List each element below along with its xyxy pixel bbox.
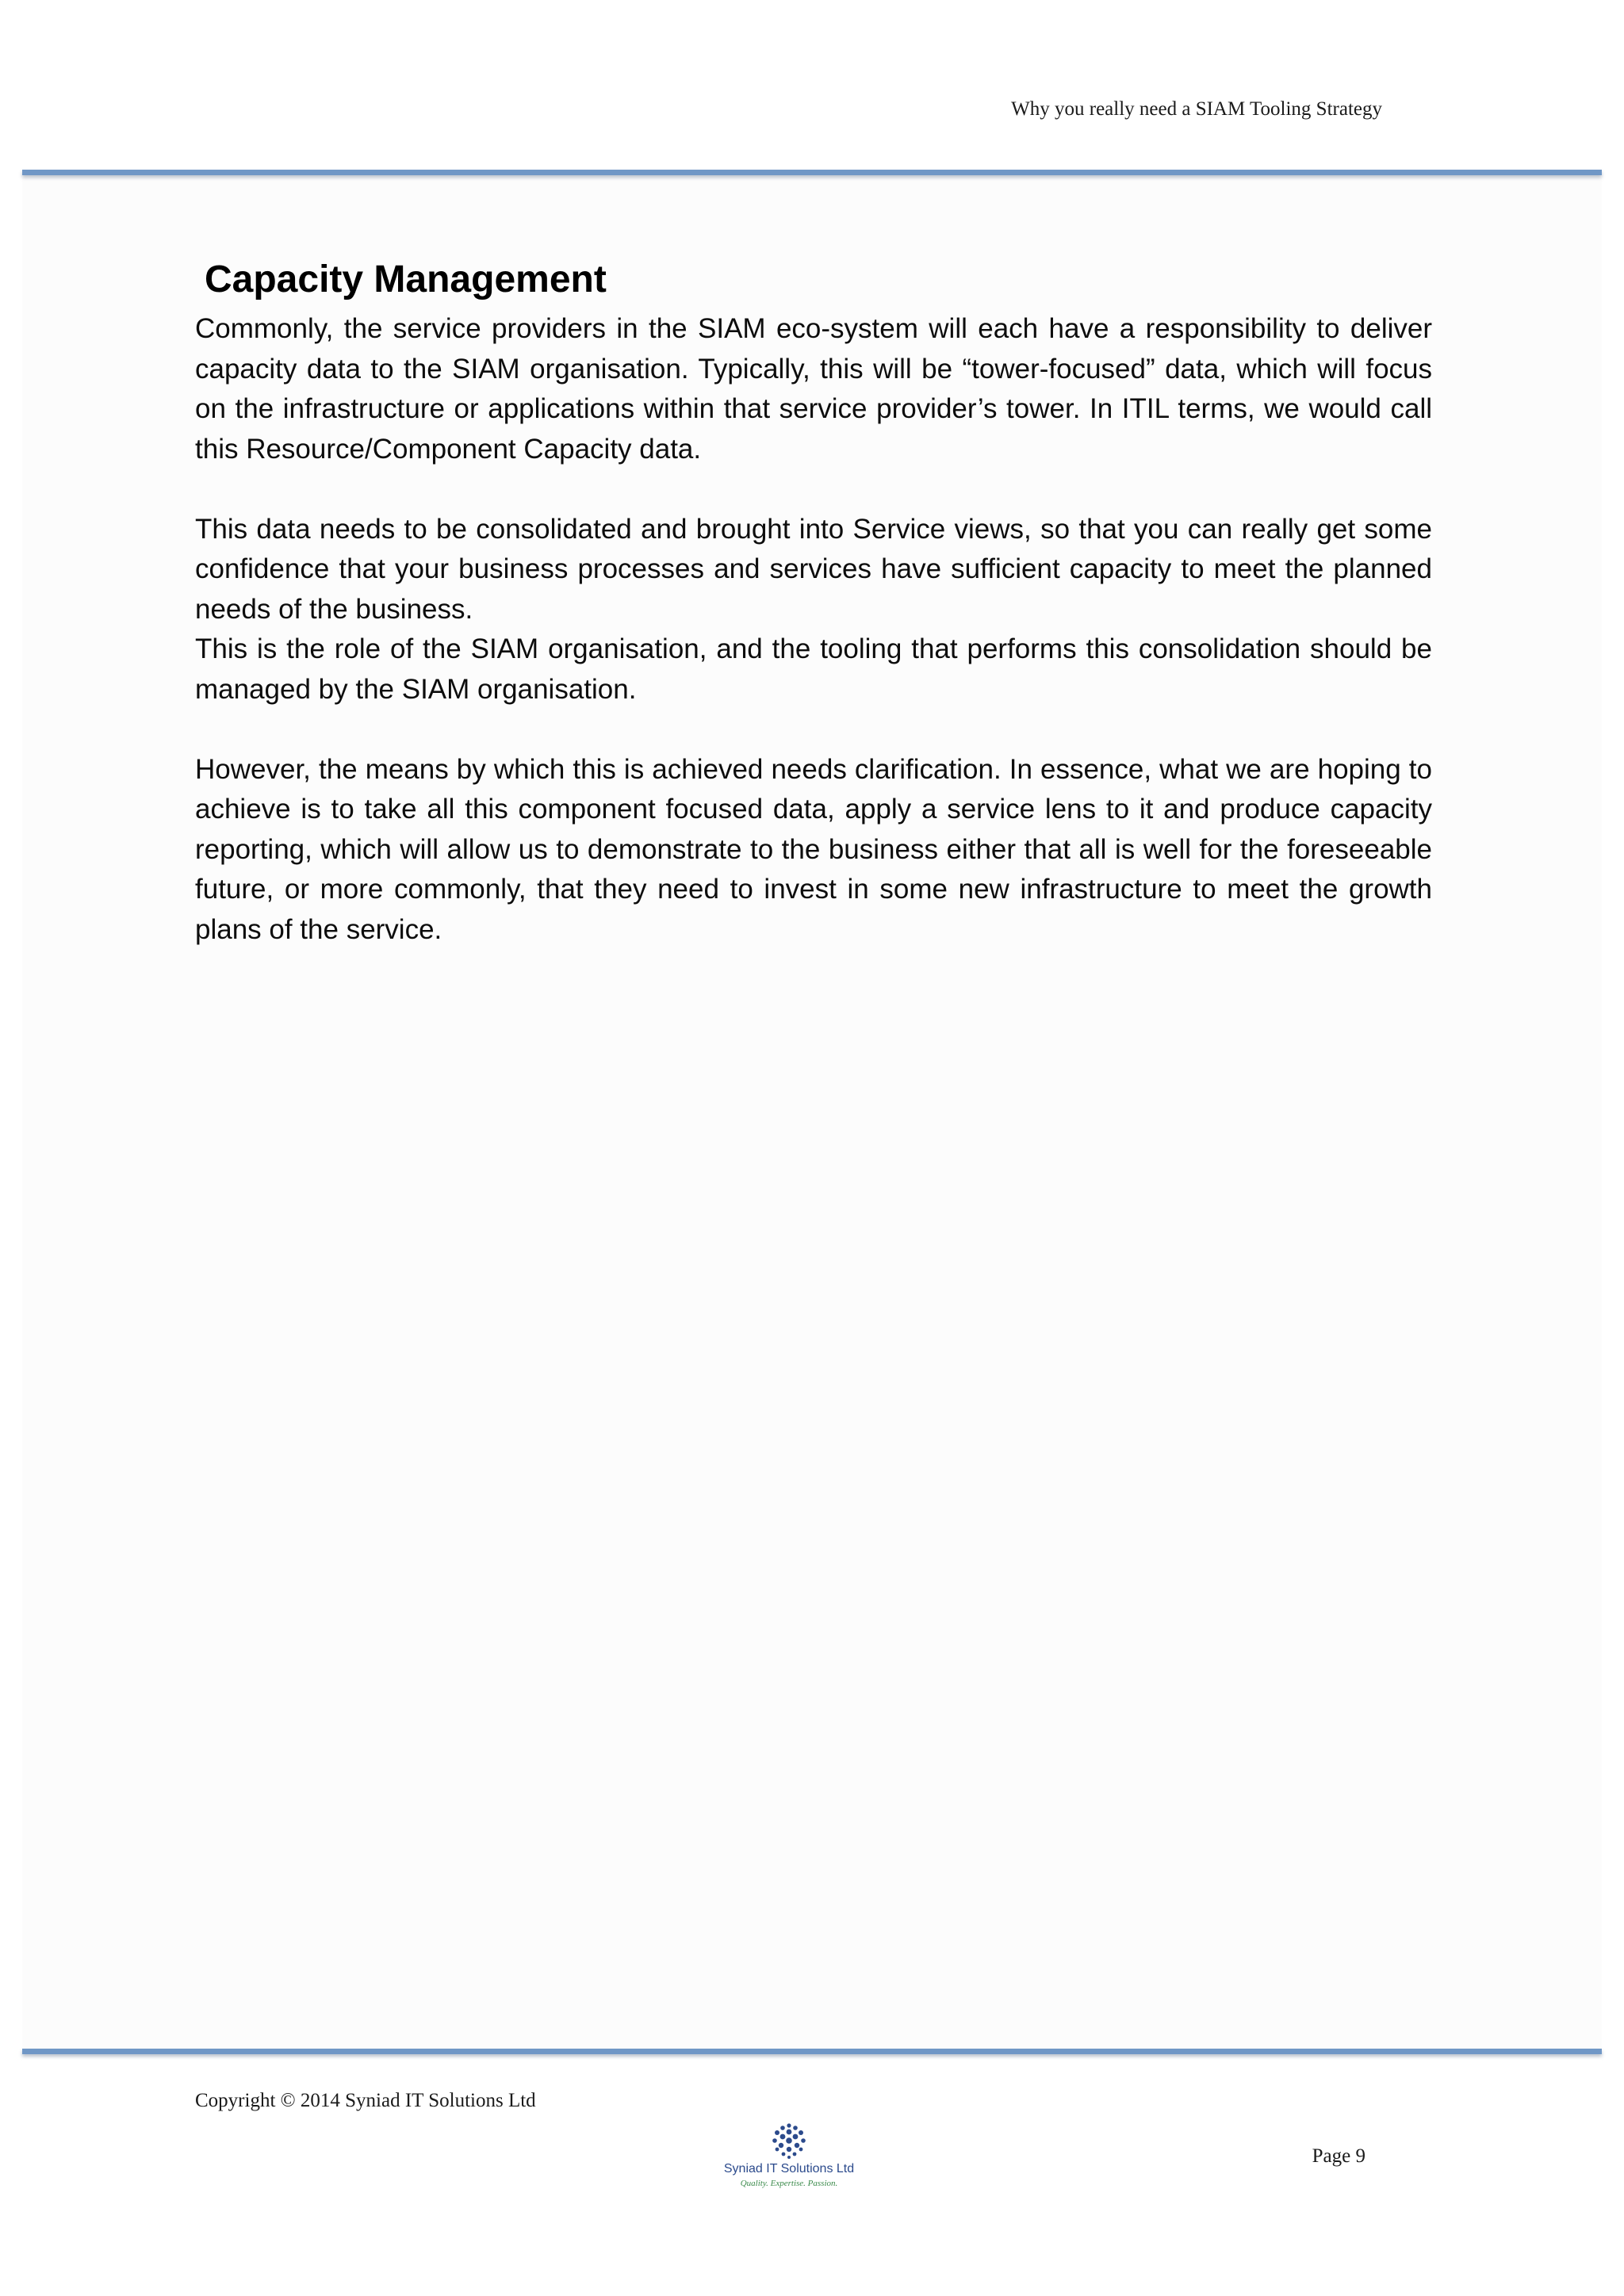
company-logo [698, 2122, 880, 2199]
paragraph-3: This is the role of the SIAM organisation, and the tooling that performs this consolidation should be managed by the SIAM organisation. [195, 633, 1432, 705]
logo-company-name: Syniad IT Solutions Ltd [723, 2162, 855, 2175]
paragraph-1: Commonly, the service providers in the SIAM eco-system will each have a responsibility to deliver capacity data to the SIAM organisation. Typically, this will be “tower-focused” data, which will focus on the infrastructure or applications within that service provider’s tower. In ITIL terms, we would call this Resource/Component Capacity data. [195, 313, 1432, 465]
footer-rule [22, 2049, 1602, 2054]
logo-globe-icon [768, 2122, 810, 2160]
running-header: Why you really need a SIAM Tooling Strategy [1011, 98, 1382, 120]
logo-tagline: Quality. Expertise. Passion. [740, 2179, 838, 2188]
header-rule [22, 170, 1602, 175]
copyright-notice: Copyright © 2014 Syniad IT Solutions Ltd [195, 2090, 536, 2111]
page-number: Page 9 [1312, 2145, 1365, 2167]
section-heading: Capacity Management [205, 258, 607, 300]
paragraph-2: This data needs to be consolidated and brought into Service views, so that you can really get some confidence that your business processes and services have sufficient capacity to meet the planned needs of the business. [195, 513, 1432, 625]
main-content [195, 252, 1432, 950]
paragraph-4: However, the means by which this is achieved needs clarification. In essence, what we are hoping to achieve is to take all this component focused data, apply a service lens to it and produce capacity reporting, which will allow us to demonstrate to the business either that all is well for the foreseeable future, or more commonly, that they need to invest in some new infrastructure to meet the growth plans of the service. [195, 753, 1432, 945]
